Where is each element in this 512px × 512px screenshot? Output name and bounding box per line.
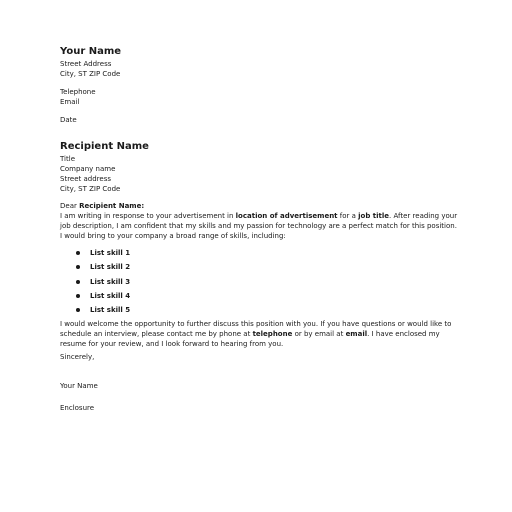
skill-item: [60, 248, 130, 262]
body-paragraph-2: [60, 320, 460, 349]
recipient-name: Recipient Name: [60, 141, 149, 152]
bullet-icon: [76, 251, 80, 255]
recipient-street: Street address: [60, 175, 111, 183]
skill-item: [60, 277, 130, 291]
bullet-icon: [76, 280, 80, 284]
body1-text-3: . After reading your job description, I am confident that my skills and my passion for technology are a perfect match for this position. I would bring to your company a broad range of skills, including:: [60, 212, 458, 240]
body1-location-of-advertisement: location of advertisement: [235, 212, 338, 220]
skill-item: [60, 262, 130, 276]
recipient-title: Title: [60, 155, 76, 163]
body2-email: email: [345, 329, 368, 338]
skill-label: List skill 3: [90, 277, 131, 286]
body2-text-1: I would welcome the opportunity to further discuss this position with you. If you have questions or would like to schedule an interview, please contact me by phone at: [60, 320, 452, 338]
recipient-city: City, ST ZIP Code: [60, 185, 121, 193]
skill-item: [60, 291, 130, 305]
skills-list: [60, 248, 130, 319]
body2-text-3: . I have enclosed my resume for your review, and I look forward to hearing from you.: [60, 329, 440, 348]
signature-name: Your Name: [60, 382, 98, 390]
body1-text-2: for a: [337, 212, 359, 220]
bullet-icon: [76, 294, 80, 298]
bullet-icon: [76, 308, 80, 312]
body-paragraph-1: [60, 212, 460, 241]
sender-telephone: Telephone: [60, 88, 96, 96]
recipient-company: Company name: [60, 165, 116, 173]
skill-label: List skill 2: [90, 263, 131, 272]
body2-telephone: telephone: [252, 329, 293, 338]
closing: Sincerely,: [60, 353, 95, 361]
letter-date: Date: [60, 116, 77, 124]
skill-label: List skill 4: [90, 291, 131, 300]
sender-street: Street Address: [60, 60, 112, 68]
sender-name: Your Name: [60, 46, 122, 57]
sender-city: City, ST ZIP Code: [60, 70, 121, 78]
skill-item: [60, 305, 130, 319]
salutation-prefix: Dear: [60, 202, 80, 210]
skill-label: List skill 5: [90, 306, 131, 314]
body1-job-title: job title: [358, 212, 390, 220]
salutation: [60, 201, 144, 211]
salutation-recipient: Recipient Name:: [79, 202, 145, 210]
sender-email: Email: [60, 98, 80, 106]
body2-text-2: or by email at: [292, 329, 346, 338]
skill-label: List skill 1: [90, 249, 131, 257]
body1-text-1: I am writing in response to your advertisement in: [60, 212, 236, 220]
bullet-icon: [76, 265, 80, 269]
enclosure: Enclosure: [60, 404, 95, 412]
